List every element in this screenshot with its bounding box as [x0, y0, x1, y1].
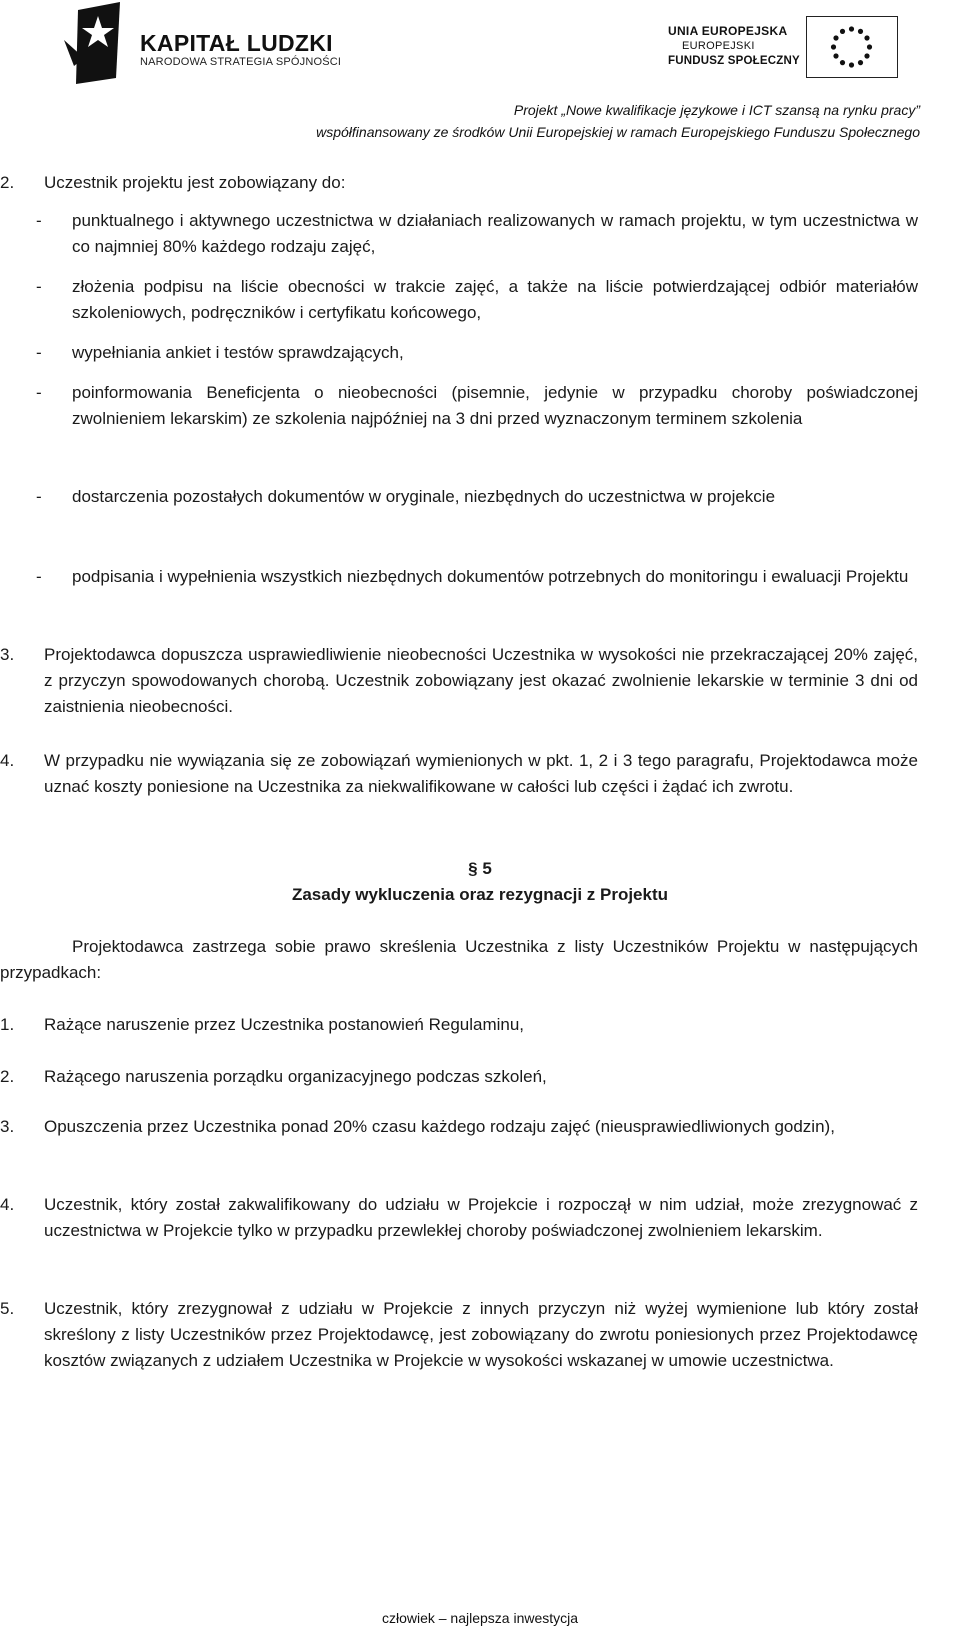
ue-logo-line3: FUNDUSZ SPOŁECZNY: [668, 55, 800, 67]
section-4-number: 4.: [0, 751, 15, 770]
kapital-ludzki-subtitle: NARODOWA STRATEGIA SPÓJNOŚCI: [140, 56, 342, 68]
ue-logo-line2: EUROPEJSKI: [682, 40, 755, 52]
unia-europejska-logo: [668, 16, 908, 76]
section-2-bullet-2: złożenia podpisu na liście obecności w trakcie zajęć, a także na liście potwierdzającej odbiór materiałów szkoleniowych, podręczników i certyfikatu końcowego,: [72, 277, 918, 322]
kapital-ludzki-logo: [62, 0, 362, 90]
section-4-text: W przypadku nie wywiązania się ze zobowiązań wymienionych w pkt. 1, 2 i 3 tego paragrafu, Projektodawca może uznać koszty poniesione na Uczestnika za niekwalifikowane w całości lub części i żądać ich zwrotu.: [44, 751, 918, 796]
project-title-line: Projekt „Nowe kwalifikacje językowe i ICT szansą na rynku pracy”: [513, 102, 920, 118]
footer-slogan: człowiek – najlepsza inwestycja: [381, 1610, 579, 1626]
project-funding-line: współfinansowany ze środków Unii Europejskiej w ramach Europejskiego Funduszu Społecznego: [316, 124, 920, 140]
paragraph-5-item-4-text: Uczestnik, który został zakwalifikowany do udziału w Projekcie i rozpoczął w nim udział, może zrezygnować z uczestnictwa w Projekcie tylko w przypadku przewlekłej choroby poświadczonej zwolnieniem lekarskim.: [44, 1195, 918, 1240]
section-2-bullet-1: punktualnego i aktywnego uczestnictwa w działaniach realizowanych w ramach projektu, w tym uczestnictwa w co najmniej 80% każdego rodzaju zajęć,: [72, 211, 918, 256]
bullet-dash: -: [36, 211, 42, 230]
paragraph-5-item-3-number: 3.: [0, 1117, 15, 1136]
section-3-text: Projektodawca dopuszcza usprawiedliwienie nieobecności Uczestnika w wysokości nie przekraczającej 20% zajęć, z przyczyn spowodowanych chorobą. Uczestnik zobowiązany jest okazać zwolnienie lekarskie w terminie 3 dni od zaistnienia nieobecności.: [44, 645, 918, 716]
paragraph-5-item-4-number: 4.: [0, 1195, 15, 1214]
paragraph-5-item-1-text: Rażące naruszenie przez Uczestnika postanowień Regulaminu,: [44, 1015, 525, 1034]
section-3-number: 3.: [0, 645, 15, 664]
bullet-dash: -: [36, 343, 42, 362]
paragraph-5-item-2-text: Rażącego naruszenia porządku organizacyjnego podczas szkoleń,: [44, 1067, 547, 1086]
bullet-dash: -: [36, 487, 42, 506]
ue-logo-line1: UNIA EUROPEJSKA: [668, 24, 788, 38]
paragraph-5-item-5-text: Uczestnik, który zrezygnował z udziału w Projekcie z innych przyczyn niż wyżej wymienione lub który został skreślony z listy Uczestników przez Projektodawcę, jest zobowiązany do zwrotu poniesionych przez Projektodawcę kosztów związanych z udziałem Uczestnika w Projekcie w wysokości wskazanej w umowie uczestnictwa.: [44, 1299, 918, 1370]
section-2-bullet-3: wypełniania ankiet i testów sprawdzających,: [72, 343, 404, 362]
bullet-dash: -: [36, 567, 42, 586]
section-2-bullet-4: poinformowania Beneficjenta o nieobecności (pisemnie, jedynie w przypadku choroby poświadczonej zwolnieniem lekarskim) ze szkolenia najpóźniej na 3 dni przed wyznaczonym terminem szkolenia: [72, 383, 918, 428]
kapital-ludzki-emblem-icon: [62, 0, 142, 90]
paragraph-5-intro: Projektodawca zastrzega sobie prawo skreślenia Uczestnika z listy Uczestników Projektu w następujących przypadkach:: [0, 937, 918, 982]
section-2-bullet-5: dostarczenia pozostałych dokumentów w oryginale, niezbędnych do uczestnictwa w projekcie: [72, 487, 776, 506]
section-2-bullet-6: podpisania i wypełnienia wszystkich niezbędnych dokumentów potrzebnych do monitoringu i ewaluacji Projektu: [72, 567, 909, 586]
section-2-intro: Uczestnik projektu jest zobowiązany do:: [44, 173, 346, 192]
paragraph-5-item-5-number: 5.: [0, 1299, 15, 1318]
paragraph-5-symbol: § 5: [468, 859, 492, 878]
bullet-dash: -: [36, 383, 42, 402]
eu-flag-icon: [806, 16, 898, 78]
paragraph-5-title: Zasady wykluczenia oraz rezygnacji z Projektu: [291, 885, 669, 904]
paragraph-5-item-2-number: 2.: [0, 1067, 15, 1086]
bullet-dash: -: [36, 277, 42, 296]
section-2-number: 2.: [0, 173, 15, 192]
paragraph-5-item-3-text: Opuszczenia przez Uczestnika ponad 20% czasu każdego rodzaju zajęć (nieusprawiedliwionych godzin),: [44, 1117, 835, 1136]
kapital-ludzki-title: KAPITAŁ LUDZKI: [140, 30, 333, 56]
paragraph-5-item-1-number: 1.: [0, 1015, 15, 1034]
